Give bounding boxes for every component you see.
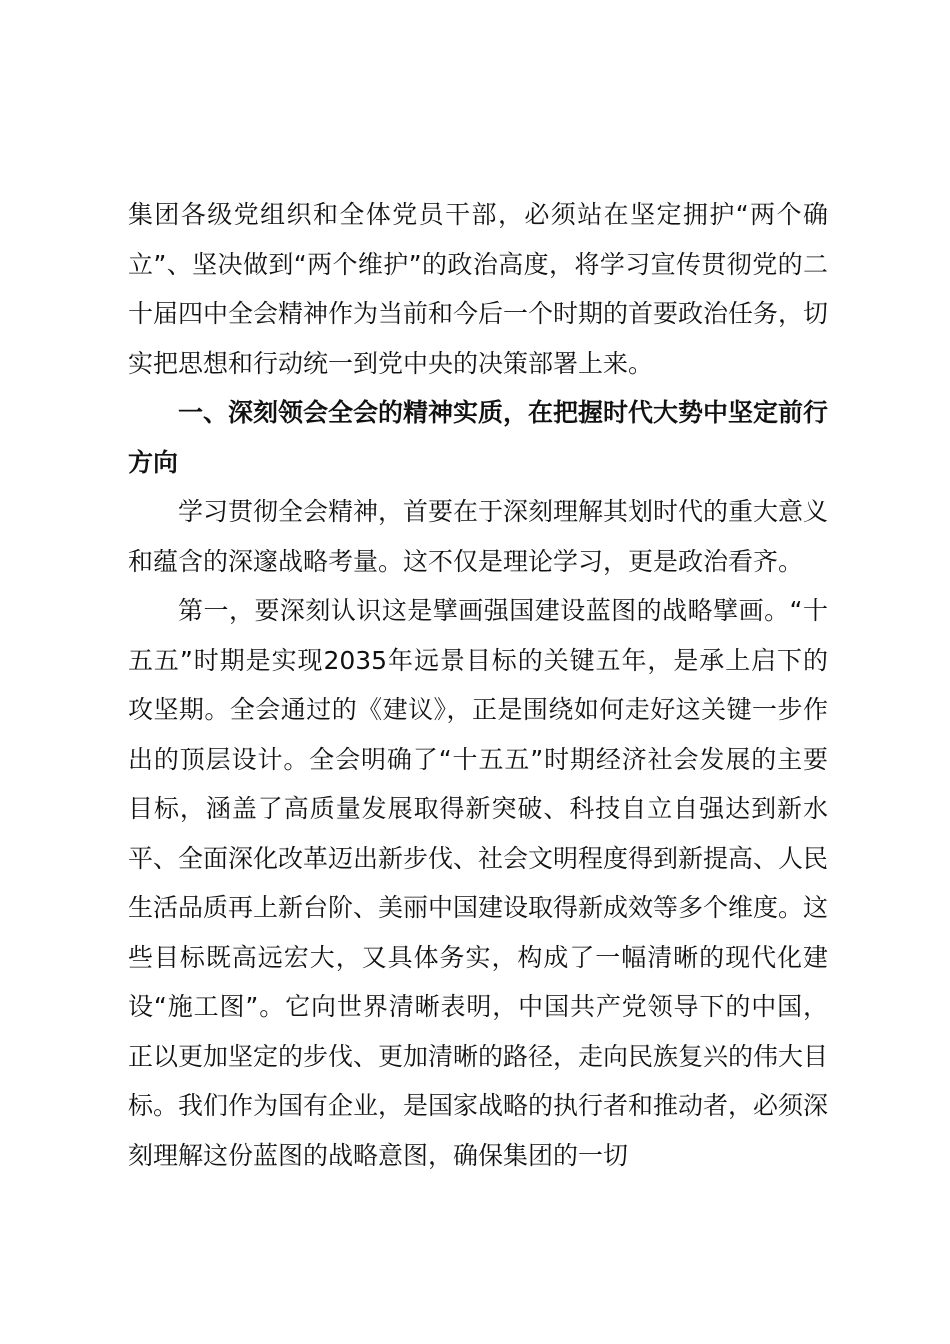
document-body [128, 190, 828, 1180]
section-heading-1: 一、深刻领会全会的精神实质，在把握时代大势中坚定前行方向 [128, 398, 829, 477]
paragraph-intro: 集团各级党组织和全体党员干部，必须站在坚定拥护“两个确立”、坚决做到“两个维护”的政治高度，将学习宣传贯彻党的二十届四中全会精神作为当前和今后一个时期的首要政治任务，切实把思想和行动统一到党中央的决策部署上来。 [128, 200, 829, 378]
paragraph-first-point: 第一，要深刻认识这是擘画强国建设蓝图的战略擘画。“十五五”时期是实现2035年远景目标的关键五年，是承上启下的攻坚期。全会通过的《建议》，正是围绕如何走好这关键一步作出的顶层设计。全会明确了“十五五”时期经济社会发展的主要目标，涵盖了高质量发展取得新突破、科技自立自强达到新水平、全面深化改革迈出新步伐、社会文明程度得到新提高、人民生活品质再上新台阶、美丽中国建设取得新成效等多个维度。这些目标既高远宏大，又具体务实，构成了一幅清晰的现代化建设“施工图”。它向世界清晰表明，中国共产党领导下的中国，正以更加坚定的步伐、更加清晰的路径，走向民族复兴的伟大目标。我们作为国有企业，是国家战略的执行者和推动者，必须深刻理解这份蓝图的战略意图，确保集团的一切 [128, 596, 829, 1170]
paragraph-study: 学习贯彻全会精神，首要在于深刻理解其划时代的重大意义和蕴含的深邃战略考量。这不仅是理论学习，更是政治看齐。 [128, 497, 829, 576]
